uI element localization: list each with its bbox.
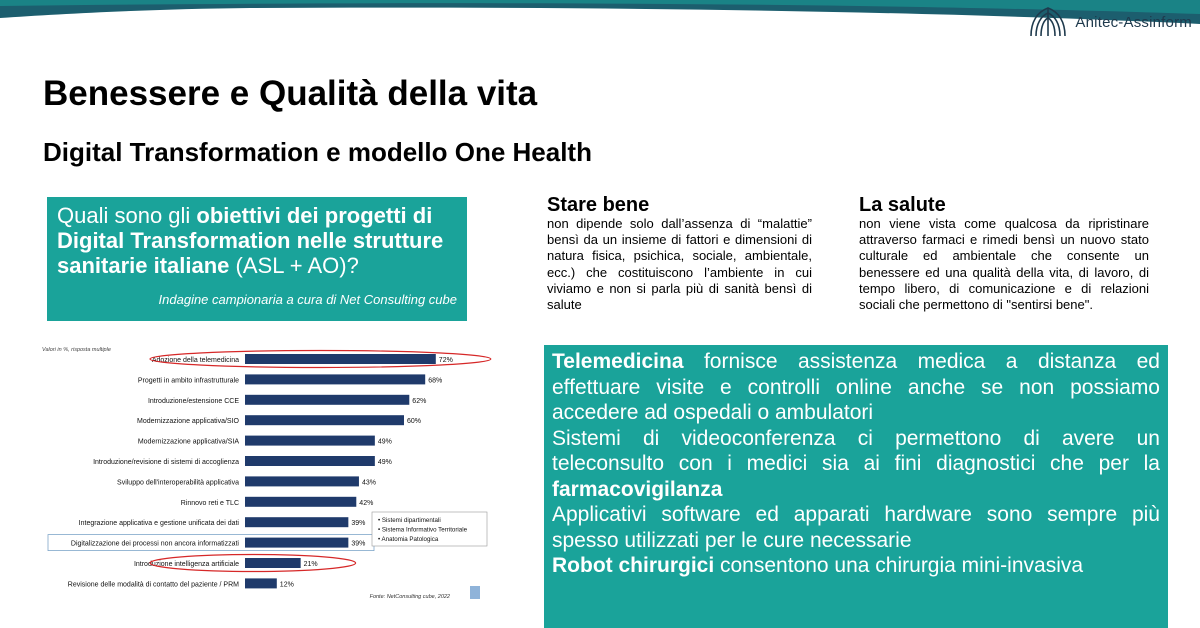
chart-value-label: 42% <box>359 499 374 507</box>
chart-value-label: 62% <box>412 397 427 405</box>
question-part1: Quali sono gli <box>57 203 197 228</box>
brand-logo-icon <box>1027 4 1069 40</box>
chart-category-label: Digitalizzazione dei processi non ancora informatizzati <box>70 540 239 548</box>
telemedicine-box <box>544 345 1168 628</box>
header-band <box>0 0 1200 34</box>
chart-bar <box>245 436 375 446</box>
tele-p4-bold: Robot chirurgici <box>552 554 715 577</box>
tele-paragraph-2 <box>552 426 1160 503</box>
chart-category-label: Progetti in ambito infrastrutturale <box>137 377 239 385</box>
chart-category-label: Introduzione/revisione di sistemi di accoglienza <box>93 459 239 466</box>
chart-category-label: Introduzione intelligenza artificiale <box>133 561 239 568</box>
chart-bar <box>245 395 409 405</box>
stare-bene-body: non dipende solo dall’assenza di “malattie” bensì da un insieme di fattori e dimensioni di natura fisica, psichica, sociale, ambientale, ecc.) che costituiscono l’ambiente in cui viviamo e non si parla più di sanità bensì di salute <box>547 216 812 313</box>
stare-bene-section <box>547 194 837 313</box>
chart-value-label: 39% <box>351 540 366 548</box>
tele-p1-rest: fornisce assistenza medica a distanza ed effettuare visite e controlli online anche se non possiamo accedere ad ospedali o ambulatori <box>552 350 1160 424</box>
question-bold: obiettivi dei progetti di Digital Transformation nelle strutture sanitarie italiane <box>57 203 444 278</box>
chart-logo-icon <box>470 586 480 599</box>
chart-bar <box>245 354 436 364</box>
page-subtitle: Digital Transformation e modello One Health <box>43 137 592 167</box>
chart-bar <box>245 456 375 466</box>
chart-category-label: Introduzione/estensione CCE <box>147 397 239 405</box>
chart-note: Valori in %, risposta multiple <box>42 347 111 353</box>
chart-source: Fonte: NetConsulting cube, 2022 <box>369 594 450 600</box>
objectives-bar-chart <box>20 340 500 610</box>
chart-category-label: Modernizzazione applicativa/SIA <box>137 438 239 446</box>
tele-paragraph-4 <box>552 553 1160 579</box>
chart-category-label: Integrazione applicativa e gestione unificata dei dati <box>78 520 239 528</box>
chart-value-label: 39% <box>351 520 366 528</box>
chart-value-label: 68% <box>428 377 443 385</box>
la-salute-body: non viene vista come qualcosa da ripristinare attraverso farmaci e rimedi bensì un nuovo stato culturale ed ambientale che consente un benessere ed una qualità della vita, di lavoro, di tempo libero, di comunicazione e di relazioni sociali che permettono di "sentirsi bene". <box>859 216 1149 313</box>
survey-question <box>57 203 457 278</box>
header-band-graphic <box>0 0 1200 34</box>
survey-question-box <box>47 197 467 321</box>
chart-value-label: 49% <box>377 459 392 466</box>
tele-p2-bold: farmacovigilanza <box>552 477 723 501</box>
chart-value-label: 72% <box>438 357 453 364</box>
chart-category-label: Modernizzazione applicativa/SIO <box>137 418 239 426</box>
stare-bene-heading: Stare bene <box>547 194 650 216</box>
chart-bar <box>245 415 404 425</box>
chart-bar <box>245 538 348 548</box>
chart-value-label: 49% <box>377 438 392 446</box>
chart-bar <box>245 374 425 384</box>
chart-category-label: Adozione della telemedicina <box>151 357 239 364</box>
chart-bar <box>245 558 301 568</box>
chart-value-label: 12% <box>279 581 294 589</box>
chart-value-label: 21% <box>303 561 318 568</box>
chart-category-label: Sviluppo dell'interoperabilità applicativa <box>117 479 239 487</box>
tele-p2-rest: Sistemi di videoconferenza ci permettono di avere un teleconsulto con i medici sia ai fini diagnostici che per la <box>552 426 1160 475</box>
question-part2: (ASL + AO)? <box>229 253 359 278</box>
chart-bar <box>245 517 348 527</box>
la-salute-heading: La salute <box>859 194 946 216</box>
chart-bar <box>245 476 359 486</box>
chart-value-label: 60% <box>407 418 422 426</box>
tele-paragraph-3: Applicativi software ed apparati hardware sono sempre più spesso utilizzati per le cure necessarie <box>552 503 1160 552</box>
chart-legend-item: • Sistemi dipartimentali <box>378 517 441 524</box>
chart-category-label: Revisione delle modalità di contatto del paziente / PRM <box>67 581 239 589</box>
brand-logo <box>1027 4 1192 40</box>
chart-legend-item: • Anatomia Patologica <box>378 536 439 543</box>
chart-value-label: 43% <box>361 479 376 487</box>
chart-legend-item: • Sistema Informativo Territoriale <box>378 526 468 534</box>
tele-p1-bold: Telemedicina <box>552 350 684 373</box>
page-title: Benessere e Qualità della vita <box>43 74 538 113</box>
tele-p4-rest: consentono una chirurgia mini-invasiva <box>714 554 1084 577</box>
chart-bar <box>245 497 356 507</box>
la-salute-section <box>859 194 1149 313</box>
chart-category-label: Rinnovo reti e TLC <box>180 499 239 507</box>
chart-bar <box>245 578 277 588</box>
tele-paragraph-1 <box>552 349 1160 426</box>
survey-source: Indagine campionaria a cura di Net Consulting cube <box>158 292 457 307</box>
brand-name: Anitec-Assinform <box>1075 13 1192 31</box>
